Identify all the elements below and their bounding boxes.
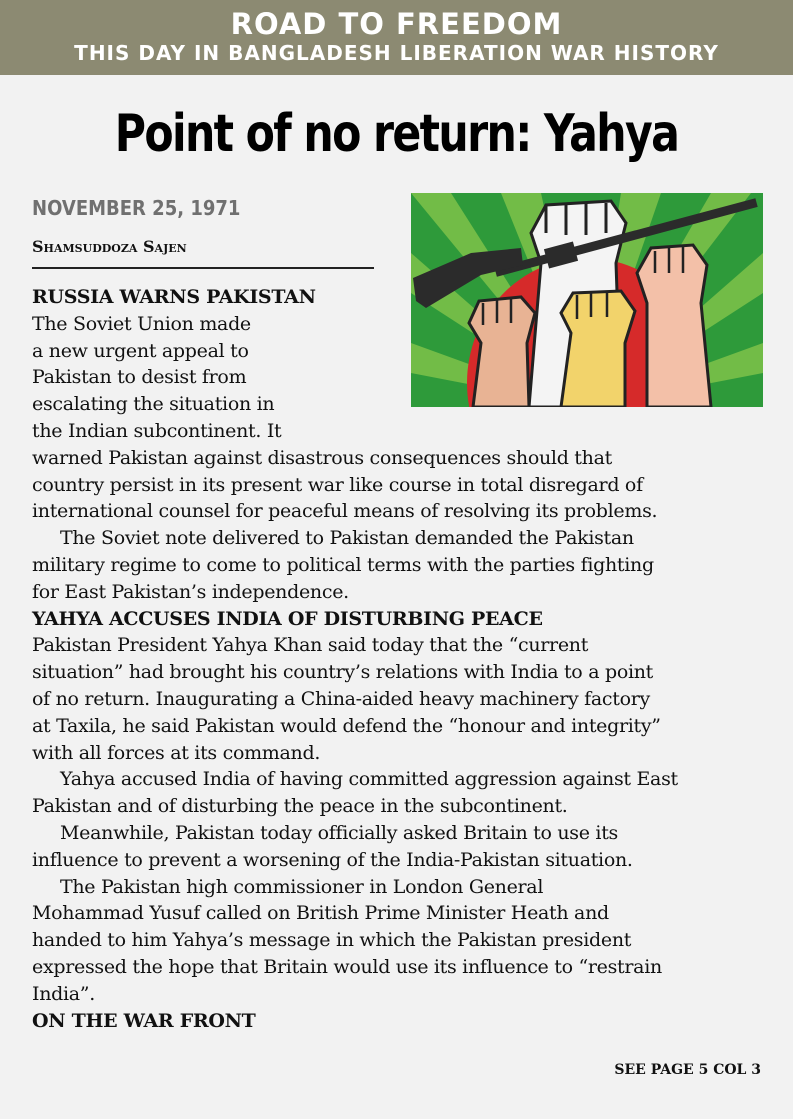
body-line: warned Pakistan against disastrous consequences should that xyxy=(32,446,612,469)
body-line: military regime to come to political terms with the parties fighting xyxy=(32,553,654,576)
continuation-note: SEE PAGE 5 COL 3 xyxy=(614,1062,761,1078)
body-line: India”. xyxy=(32,982,95,1005)
banner-title: ROAD TO FREEDOM xyxy=(230,7,563,41)
section-banner xyxy=(0,0,793,75)
body-line: international counsel for peaceful means of resolving its problems. xyxy=(32,500,658,523)
body-line: situation” had brought his country’s relations with India to a point xyxy=(32,661,654,684)
article-date: NOVEMBER 25, 1971 xyxy=(32,196,241,220)
body-line: influence to prevent a worsening of the India-Pakistan situation. xyxy=(32,848,633,871)
article-headline: Point of no return: Yahya xyxy=(114,104,679,164)
body-line: a new urgent appeal to xyxy=(32,339,249,362)
body-line: The Soviet note delivered to Pakistan demanded the Pakistan xyxy=(60,527,634,550)
subhead: ON THE WAR FRONT xyxy=(32,1009,256,1032)
banner-subtitle: THIS DAY IN BANGLADESH LIBERATION WAR HISTORY xyxy=(74,41,719,65)
body-line: with all forces at its command. xyxy=(32,741,321,764)
body-line: the Indian subcontinent. It xyxy=(32,419,282,442)
body-line: for East Pakistan’s independence. xyxy=(32,580,349,603)
body-line: handed to him Yahya’s message in which the Pakistan president xyxy=(32,929,632,952)
article-byline: Shamsuddoza Sajen xyxy=(32,237,187,256)
subhead: RUSSIA WARNS PAKISTAN xyxy=(32,286,316,308)
body-line: escalating the situation in xyxy=(32,393,275,416)
body-line: Mohammad Yusuf called on British Prime Minister Heath and xyxy=(32,902,609,925)
body-line: The Pakistan high commissioner in London General xyxy=(60,875,544,898)
body-line: country persist in its present war like course in total disregard of xyxy=(32,473,643,496)
body-line: Pakistan to desist from xyxy=(32,366,247,389)
body-line: The Soviet Union made xyxy=(32,312,251,335)
body-line: at Taxila, he said Pakistan would defend the “honour and integrity” xyxy=(32,714,661,737)
byline-divider xyxy=(32,267,374,269)
subhead: YAHYA ACCUSES INDIA OF DISTURBING PEACE xyxy=(32,607,543,630)
body-line: Pakistan President Yahya Khan said today that the “current xyxy=(32,634,589,657)
body-line: Yahya accused India of having committed aggression against East xyxy=(60,768,678,791)
body-line: Pakistan and of disturbing the peace in the subcontinent. xyxy=(32,795,568,818)
article-body xyxy=(32,284,772,1034)
body-line: expressed the hope that Britain would use its influence to “restrain xyxy=(32,955,662,978)
body-line: Meanwhile, Pakistan today officially asked Britain to use its xyxy=(60,821,618,844)
body-line: of no return. Inaugurating a China-aided heavy machinery factory xyxy=(32,687,650,710)
